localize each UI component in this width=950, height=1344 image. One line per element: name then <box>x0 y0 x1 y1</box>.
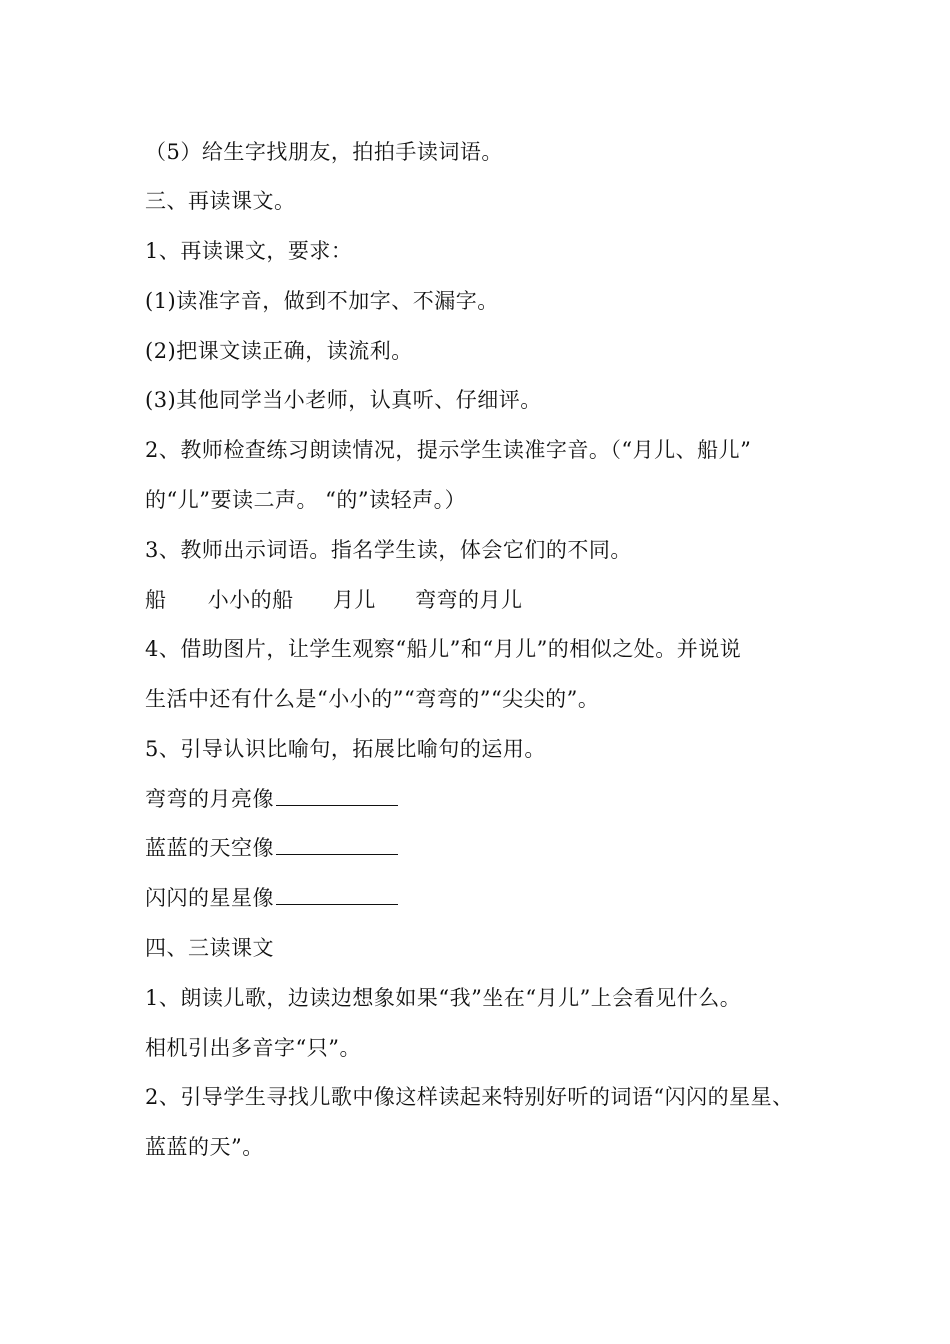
fill-in-prompt: 蓝蓝的天空像 <box>145 836 274 860</box>
text-line-item-4: 4、借助图片，让学生观察“船儿”和“月儿”的相似之处。并说说 <box>145 637 742 661</box>
text-line-read-item-1: 1、朗读儿歌，边读边想象如果“我”坐在“月儿”上会看见什么。 <box>145 986 742 1010</box>
text-line-requirement-3: (3)其他同学当小老师，认真听、仔细评。 <box>145 388 542 412</box>
fill-in-prompt: 闪闪的星星像 <box>145 886 274 910</box>
word-item: 小小的船 <box>207 588 294 612</box>
word-item: 月儿 <box>332 588 376 612</box>
text-line-item-2: 2、教师检查练习朗读情况，提示学生读准字音。（“月儿、船儿” <box>145 438 752 462</box>
text-line-item-5: 5、引导认识比喻句，拓展比喻句的运用。 <box>145 737 546 761</box>
text-line-step-5: （5）给生字找朋友，拍拍手读词语。 <box>145 140 503 164</box>
fill-in-prompt: 弯弯的月亮像 <box>145 787 274 811</box>
text-line-read-item-1-cont: 相机引出多音字“只”。 <box>145 1036 361 1060</box>
answer-blank[interactable] <box>276 884 398 905</box>
word-list <box>145 586 523 614</box>
word-item: 弯弯的月儿 <box>415 588 523 612</box>
text-line-item-2-cont: 的“儿”要读二声。 “的”读轻声。） <box>145 488 467 512</box>
fill-in-line-stars <box>145 884 398 912</box>
word-item: 船 <box>145 588 167 612</box>
text-line-requirement-2: (2)把课文读正确，读流利。 <box>145 339 413 363</box>
answer-blank[interactable] <box>276 834 398 855</box>
fill-in-line-sky <box>145 834 398 862</box>
text-line-item-4-cont: 生活中还有什么是“小小的”“弯弯的”“尖尖的”。 <box>145 687 600 711</box>
text-line-requirements: 1、再读课文，要求： <box>145 239 353 263</box>
text-line-read-item-2: 2、引导学生寻找儿歌中像这样读起来特别好听的词语“闪闪的星星、 <box>145 1085 794 1109</box>
section-heading-reread: 三、再读课文。 <box>145 189 296 213</box>
text-line-read-item-2-cont: 蓝蓝的天”。 <box>145 1135 264 1159</box>
fill-in-line-moon <box>145 785 398 813</box>
section-heading-third-read: 四、三读课文 <box>145 936 274 960</box>
text-line-requirement-1: (1)读准字音，做到不加字、不漏字。 <box>145 289 499 313</box>
text-line-item-3: 3、教师出示词语。指名学生读，体会它们的不同。 <box>145 538 632 562</box>
answer-blank[interactable] <box>276 785 398 806</box>
